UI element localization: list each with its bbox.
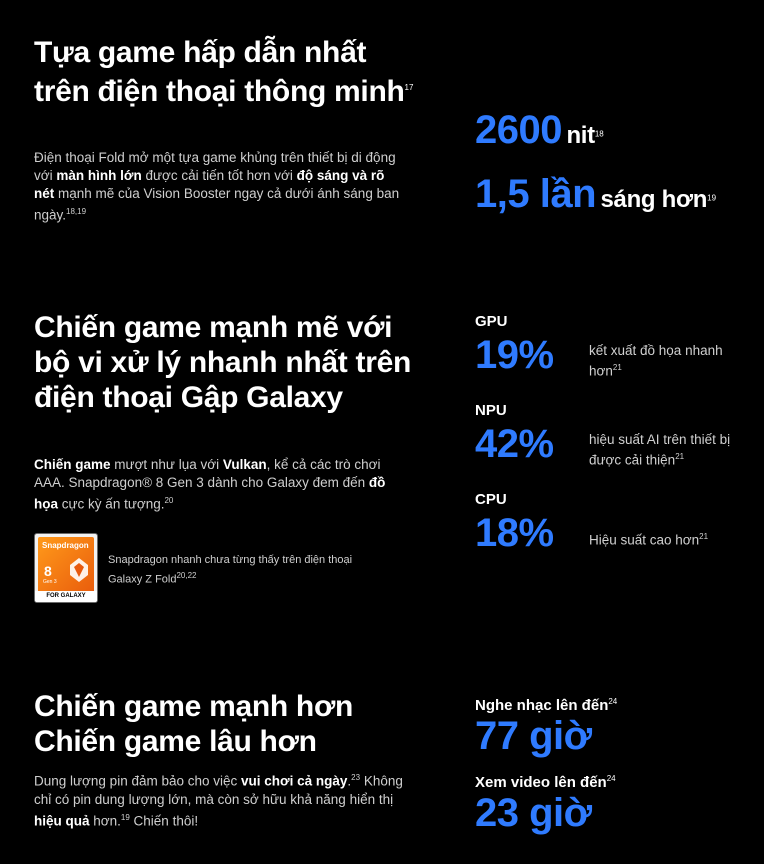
music-label: Nghe nhạc lên đến$^{24}$ (475, 697, 618, 714)
video-label: Xem video lên đến$^{24}$ (475, 774, 616, 791)
section3-title-line2: Chiến game lâu hơn (34, 725, 317, 758)
cpu-value: 18% (475, 511, 554, 555)
npu-label: NPU (475, 402, 507, 419)
section3-description: Dung lượng pin đảm bảo cho việc vui chơi cả ngày.$^{23}$ Không chỉ có pin dung lượng lớn, mà còn sở hữu khả năng hiển thị hiệu quả hơn.$^{19}$ Chiến thôi! (34, 773, 403, 828)
section2-title: Chiến game mạnh mẽ với bộ vi xử lý nhanh nhất trên điện thoại Gập Galaxy (34, 311, 411, 414)
music-hours: 77 giờ (475, 714, 592, 758)
chip-caption: Snapdragon nhanh chưa từng thấy trên điện thoại Galaxy Z Fold$^{20,22}$ (108, 554, 353, 586)
npu-value: 42% (475, 422, 554, 466)
npu-description: hiệu suất AI trên thiết bị được cải thiện$^{21}$ (589, 432, 731, 468)
gpu-label: GPU (475, 313, 508, 330)
brightness-stat: 2600 nit$^{18}$ (475, 108, 604, 152)
cpu-description: Hiệu suất cao hơn$^{21}$ (589, 532, 709, 548)
gpu-value: 19% (475, 333, 554, 377)
section3-title-line1: Chiến game mạnh hơn (34, 690, 353, 723)
video-hours: 23 giờ (475, 791, 592, 835)
section1-title: Tựa game hấp dẫn nhất trên điện thoại thông minh$^{17}$ (34, 36, 414, 108)
cpu-label: CPU (475, 491, 507, 508)
snapdragon-flame-icon (68, 557, 90, 583)
section1-description: Điện thoại Fold mở một tựa game khủng trên thiết bị di động với màn hình lớn được cải tiến tốt hơn với độ sáng và rõ nét mạnh mẽ của Vision Booster ngay cả dưới ánh sáng ban ngày.$^{18,19}$ (34, 150, 400, 223)
section3-title (34, 689, 434, 759)
gpu-description: kết xuất đồ họa nhanh hơn$^{21}$ (589, 343, 723, 379)
section2-description: Chiến game mượt như lụa với Vulkan, kể cả các trò chơi AAA. Snapdragon® 8 Gen 3 dành cho Galaxy đem đến đồ họa cực kỳ ấn tượng.$^{20}$ (34, 457, 386, 512)
brighter-stat: 1,5 lần sáng hơn$^{19}$ (475, 172, 717, 216)
snapdragon-chip-logo: Snapdragon 8 Gen 3 FOR GALAXY (34, 533, 98, 603)
